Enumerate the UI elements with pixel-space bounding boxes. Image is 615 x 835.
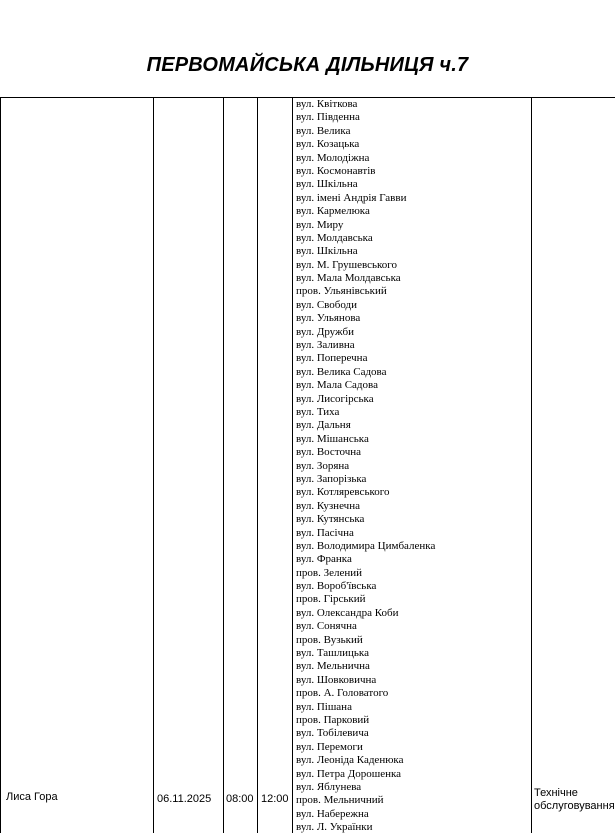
street-item: вул. Південна	[296, 111, 360, 124]
street-item: вул. Тобілевича	[296, 727, 369, 740]
street-item: вул. Миру	[296, 218, 344, 231]
street-item: вул. Пасічна	[296, 526, 354, 539]
street-item: вул. Шовковична	[296, 673, 377, 686]
street-item: вул. Франка	[296, 553, 352, 566]
street-item: вул. Велика Садова	[296, 365, 387, 378]
date-cell: 06.11.2025	[157, 793, 212, 805]
street-item: вул. Перемоги	[296, 740, 363, 753]
street-item: вул. Космонавтів	[296, 164, 376, 177]
street-item: вул. Дружби	[296, 325, 354, 338]
street-item: вул. Володимира Цимбаленка	[296, 539, 436, 552]
street-list	[296, 98, 435, 834]
street-item: вул. Яблунева	[296, 780, 362, 793]
column-divider	[223, 97, 224, 833]
column-divider	[531, 97, 532, 833]
street-item: вул. М. Грушевського	[296, 258, 398, 271]
street-item: вул. Молодіжна	[296, 151, 370, 164]
street-item: вул. Лисогірська	[296, 392, 374, 405]
page-title: ПЕРВОМАЙСЬКА ДІЛЬНИЦЯ ч.7	[146, 54, 469, 76]
street-item: вул. Ульянова	[296, 312, 361, 325]
street-item: вул. Поперечна	[296, 352, 368, 365]
street-item: вул. Кузнечна	[296, 499, 360, 512]
street-item: вул. Мішанська	[296, 432, 369, 445]
street-item: пров. Мельничний	[296, 794, 384, 807]
street-item: вул. Свободи	[296, 298, 358, 311]
column-divider	[257, 97, 258, 833]
street-item: пров. Зелений	[296, 566, 363, 579]
street-item: вул. Восточна	[296, 446, 361, 459]
column-divider	[153, 97, 154, 833]
street-item: вул. Кутянська	[296, 513, 365, 526]
time-to-cell: 12:00	[261, 793, 289, 805]
street-item: вул. Тиха	[296, 405, 340, 418]
street-item: пров. Ульянівський	[296, 285, 387, 298]
street-item: вул. Сонячна	[296, 620, 357, 633]
street-item: пров. Парковий	[296, 713, 370, 726]
street-item: пров. Гірський	[296, 593, 366, 606]
street-item: вул. Олександра Коби	[296, 606, 399, 619]
street-item: пров. А. Головатого	[296, 687, 389, 700]
street-item: вул. імені Андрія Гавви	[296, 191, 407, 204]
street-item: вул. Запорізька	[296, 472, 367, 485]
street-item: вул. Ташлицька	[296, 647, 369, 660]
street-item: вул. Мала Садова	[296, 379, 378, 392]
schedule-table	[0, 97, 615, 833]
street-item: вул. Молдавська	[296, 231, 373, 244]
street-item: вул. Козацька	[296, 138, 360, 151]
street-item: вул. Мала Молдавська	[296, 272, 401, 285]
street-item: вул. Мельнична	[296, 660, 370, 673]
street-item: вул. Заливна	[296, 339, 355, 352]
street-item: вул. Пішана	[296, 700, 352, 713]
street-item: вул. Набережна	[296, 807, 369, 820]
street-item: вул. Л. Українки	[296, 821, 373, 834]
street-item: вул. Леоніда Каденюка	[296, 754, 404, 767]
street-item: вул. Вороб'ївська	[296, 580, 377, 593]
street-item: вул. Велика	[296, 124, 351, 137]
settlement-cell: Лиса Гора	[6, 791, 58, 803]
time-from-cell: 08:00	[226, 793, 254, 805]
street-item: пров. Вузький	[296, 633, 363, 646]
street-item: вул. Шкільна	[296, 178, 358, 191]
street-item: вул. Кармелюка	[296, 205, 370, 218]
street-item: вул. Петра Дорошенка	[296, 767, 402, 780]
column-divider	[292, 97, 293, 833]
street-item: вул. Зоряна	[296, 459, 350, 472]
street-item: вул. Квіткова	[296, 98, 358, 110]
column-divider	[0, 97, 1, 833]
street-item: вул. Котляревського	[296, 486, 390, 499]
reason-cell: Технічне обслуговування	[534, 787, 615, 812]
street-item: вул. Шкільна	[296, 245, 358, 258]
street-item: вул. Дальня	[296, 419, 351, 432]
